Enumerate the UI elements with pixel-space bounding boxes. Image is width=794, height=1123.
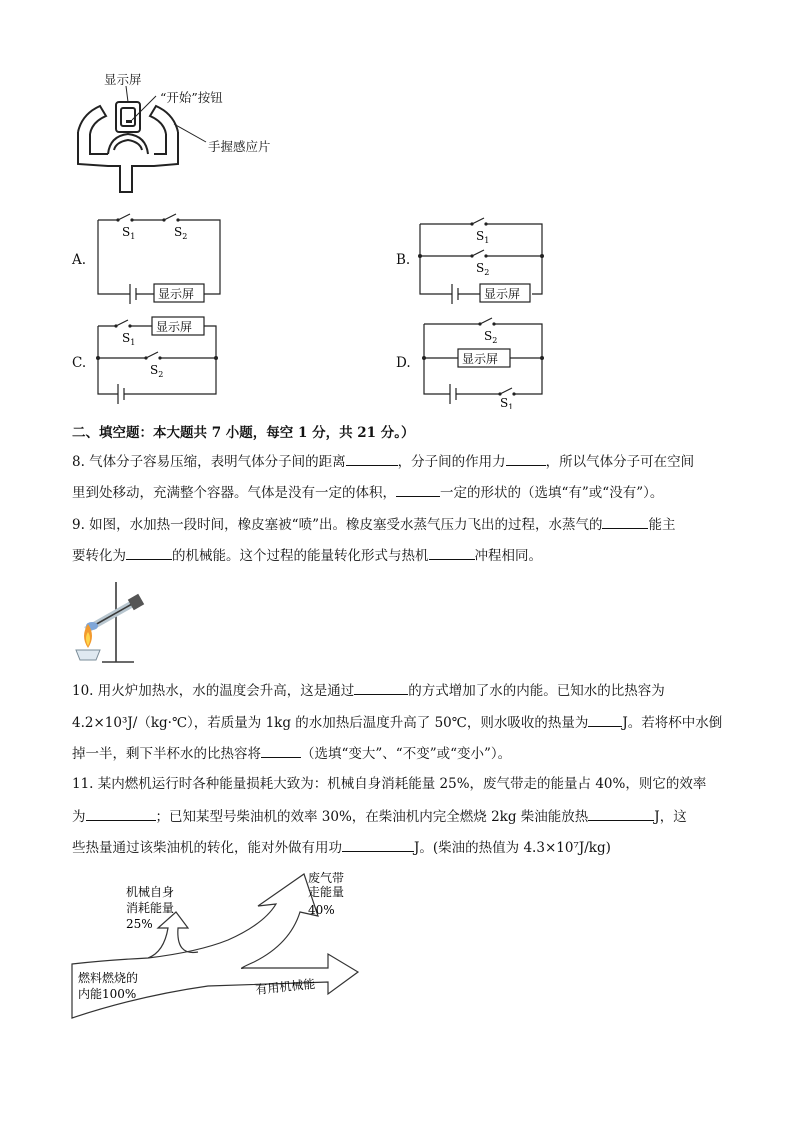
option-c-letter: C. bbox=[72, 355, 87, 371]
question-11-line-3: 些热量通过该柴油机的转化，能对外做有用功 J。(柴油的热值为 4.3×10⁷J/kg) bbox=[72, 837, 611, 858]
question-8-line-2: 里到处移动，充满整个容器。气体是没有一定的体积， 一定的形状的（选填“有”或“没有”）。 bbox=[72, 482, 663, 503]
answer-blank[interactable] bbox=[429, 545, 475, 560]
display-box-label: 显示屏 bbox=[462, 352, 499, 366]
answer-blank[interactable] bbox=[354, 680, 408, 695]
display-label: 显示屏 bbox=[104, 72, 142, 87]
question-8-line-1: 8. 气体分子容易压缩，表明气体分子间的距离 ，分子间的作用力 ，所以气体分子可在空间 bbox=[72, 451, 694, 472]
option-d-letter: D. bbox=[396, 355, 411, 371]
answer-blank[interactable] bbox=[506, 451, 546, 466]
switch-s2-label: $S_2$ bbox=[174, 225, 188, 241]
answer-blank[interactable] bbox=[86, 806, 156, 821]
question-11-line-2: 为 ；已知某型号柴油机的效率 30%，在柴油机内完全燃烧 2kg 柴油能放热 J，这 bbox=[72, 806, 687, 827]
answer-blank[interactable] bbox=[342, 837, 414, 852]
section-heading: 二、填空题：本大题共 7 小题，每空 1 分，共 21 分。） bbox=[72, 425, 415, 441]
question-10-line-2: 4.2×10³J/（kg·℃），若质量为 1kg 的水加热后温度升高了 50℃，则水吸收的热量为 J。若将杯中水倒 bbox=[72, 712, 722, 733]
hand-sensor-device-figure bbox=[68, 84, 218, 196]
option-b-letter: B. bbox=[396, 252, 411, 268]
switch-s1-label: $S_1$ bbox=[122, 331, 136, 347]
flow-useful-label: 有用机械能 bbox=[254, 976, 317, 997]
sensor-label: 手握感应片 bbox=[208, 139, 271, 154]
start-button-label: “开始”按钮 bbox=[160, 90, 223, 105]
circuit-d bbox=[414, 314, 549, 409]
display-box-label: 显示屏 bbox=[158, 287, 195, 301]
switch-s2-label: $S_2$ bbox=[150, 363, 164, 379]
switch-s1-label: $S_1$ bbox=[122, 225, 136, 241]
flow-mech-loss-label: 机械自身 消耗能量 25% bbox=[126, 885, 175, 931]
answer-blank[interactable] bbox=[396, 482, 440, 497]
answer-blank[interactable] bbox=[588, 712, 622, 727]
answer-blank[interactable] bbox=[588, 806, 654, 821]
circuit-b bbox=[414, 210, 549, 305]
question-9-line-2: 要转化为 的机械能。这个过程的能量转化形式与热机 冲程相同。 bbox=[72, 545, 542, 566]
answer-blank[interactable] bbox=[346, 451, 398, 466]
option-a-letter: A. bbox=[72, 252, 87, 268]
question-10-line-3: 掉一半，剩下半杯水的比热容将 （选填“变大”、“不变”或“变小”）。 bbox=[72, 743, 511, 764]
answer-blank[interactable] bbox=[602, 514, 648, 529]
switch-s1-label: $S_1$ bbox=[476, 229, 490, 245]
circuit-a bbox=[92, 210, 227, 305]
switch-s1-label: $S_1$ bbox=[500, 396, 514, 409]
flow-fuel-label: 燃料燃烧的 内能100% bbox=[78, 971, 139, 1001]
question-9-line-1: 9. 如图，水加热一段时间，橡皮塞被“喷”出。橡皮塞受水蒸气压力飞出的过程，水蒸气的 能主 bbox=[72, 514, 675, 535]
answer-blank[interactable] bbox=[261, 743, 301, 758]
question-10-line-1: 10. 用火炉加热水，水的温度会升高，这是通过 的方式增加了水的内能。已知水的比热容为 bbox=[72, 680, 665, 701]
display-box-label: 显示屏 bbox=[484, 287, 521, 301]
switch-s2-label: $S_2$ bbox=[476, 261, 490, 277]
question-11-line-1: 11. 某内燃机运行时各种能量损耗大致为：机械自身消耗能量 25%，废气带走的能量占 40%，则它的效率 bbox=[72, 776, 707, 792]
display-box-label: 显示屏 bbox=[156, 320, 193, 334]
flow-exhaust-label: 废气带 走能量 40% bbox=[308, 871, 345, 917]
circuit-c bbox=[92, 314, 227, 409]
switch-s2-label: $S_2$ bbox=[484, 329, 498, 345]
answer-blank[interactable] bbox=[126, 545, 172, 560]
test-tube-heating-figure bbox=[72, 578, 152, 666]
energy-flow-diagram bbox=[68, 868, 368, 1028]
